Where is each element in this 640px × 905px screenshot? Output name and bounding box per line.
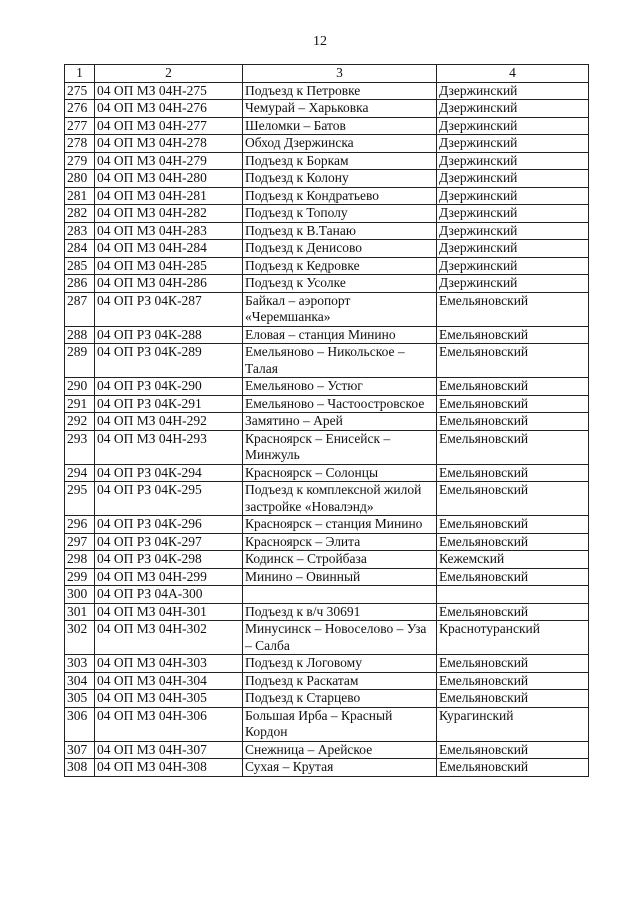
road-code: 04 ОП МЗ 04Н-280 xyxy=(95,170,243,188)
table-row xyxy=(65,395,589,413)
road-code: 04 ОП МЗ 04Н-305 xyxy=(95,690,243,708)
table-row xyxy=(65,672,589,690)
road-name: Подъезд к В.Танаю xyxy=(243,222,437,240)
road-name: Обход Дзержинска xyxy=(243,135,437,153)
district-name: Емельяновский xyxy=(437,344,589,378)
road-code: 04 ОП РЗ 04К-287 xyxy=(95,292,243,326)
road-name: Подъезд к Тополу xyxy=(243,205,437,223)
table-row xyxy=(65,568,589,586)
row-number: 306 xyxy=(65,707,95,741)
road-name: Чемурай – Харьковка xyxy=(243,100,437,118)
table-row xyxy=(65,326,589,344)
district-name: Емельяновский xyxy=(437,672,589,690)
table-row xyxy=(65,292,589,326)
row-number: 289 xyxy=(65,344,95,378)
district-name: Емельяновский xyxy=(437,568,589,586)
road-code: 04 ОП РЗ 04К-291 xyxy=(95,395,243,413)
row-number: 303 xyxy=(65,655,95,673)
district-name xyxy=(437,586,589,604)
table-row xyxy=(65,240,589,258)
road-code: 04 ОП МЗ 04Н-277 xyxy=(95,117,243,135)
road-name: Подъезд к Колону xyxy=(243,170,437,188)
road-code: 04 ОП РЗ 04А-300 xyxy=(95,586,243,604)
district-name: Емельяновский xyxy=(437,430,589,464)
district-name: Емельяновский xyxy=(437,741,589,759)
row-number: 278 xyxy=(65,135,95,153)
table-row xyxy=(65,621,589,655)
table-row xyxy=(65,344,589,378)
district-name: Дзержинский xyxy=(437,117,589,135)
row-number: 304 xyxy=(65,672,95,690)
table-row xyxy=(65,551,589,569)
road-code: 04 ОП РЗ 04К-290 xyxy=(95,378,243,396)
district-name: Емельяновский xyxy=(437,690,589,708)
road-name: Красноярск – станция Минино xyxy=(243,516,437,534)
road-name xyxy=(243,586,437,604)
district-name: Емельяновский xyxy=(437,464,589,482)
district-name: Емельяновский xyxy=(437,378,589,396)
district-name: Дзержинский xyxy=(437,205,589,223)
district-name: Дзержинский xyxy=(437,240,589,258)
table-row xyxy=(65,586,589,604)
road-name: Минино – Овинный xyxy=(243,568,437,586)
table-row xyxy=(65,482,589,516)
table-row xyxy=(65,222,589,240)
district-name: Дзержинский xyxy=(437,222,589,240)
row-number: 285 xyxy=(65,257,95,275)
road-name: Красноярск – Енисейск – Минжуль xyxy=(243,430,437,464)
district-name: Дзержинский xyxy=(437,170,589,188)
district-name: Емельяновский xyxy=(437,326,589,344)
column-header-district: 4 xyxy=(437,65,589,83)
row-number: 307 xyxy=(65,741,95,759)
road-name: Емельяново – Никольское – Талая xyxy=(243,344,437,378)
district-name: Дзержинский xyxy=(437,82,589,100)
row-number: 293 xyxy=(65,430,95,464)
district-name: Емельяновский xyxy=(437,292,589,326)
table-row xyxy=(65,117,589,135)
row-number: 305 xyxy=(65,690,95,708)
road-code: 04 ОП МЗ 04Н-285 xyxy=(95,257,243,275)
row-number: 279 xyxy=(65,152,95,170)
road-code: 04 ОП МЗ 04Н-302 xyxy=(95,621,243,655)
road-name: Сухая – Крутая xyxy=(243,759,437,777)
road-name: Замятино – Арей xyxy=(243,413,437,431)
roads-table xyxy=(64,64,589,777)
row-number: 284 xyxy=(65,240,95,258)
road-code: 04 ОП МЗ 04Н-301 xyxy=(95,603,243,621)
district-name: Емельяновский xyxy=(437,516,589,534)
table-row xyxy=(65,100,589,118)
table-row xyxy=(65,707,589,741)
road-name: Подъезд к Боркам xyxy=(243,152,437,170)
road-code: 04 ОП РЗ 04К-297 xyxy=(95,533,243,551)
row-number: 299 xyxy=(65,568,95,586)
road-code: 04 ОП МЗ 04Н-281 xyxy=(95,187,243,205)
road-name: Подъезд к Раскатам xyxy=(243,672,437,690)
row-number: 287 xyxy=(65,292,95,326)
road-name: Большая Ирба – Красный Кордон xyxy=(243,707,437,741)
row-number: 286 xyxy=(65,275,95,293)
page-number: 12 xyxy=(313,34,327,49)
road-name: Красноярск – Солонцы xyxy=(243,464,437,482)
road-code: 04 ОП РЗ 04К-295 xyxy=(95,482,243,516)
table-row xyxy=(65,257,589,275)
road-code: 04 ОП РЗ 04К-296 xyxy=(95,516,243,534)
table-row xyxy=(65,603,589,621)
road-code: 04 ОП МЗ 04Н-303 xyxy=(95,655,243,673)
table-row xyxy=(65,464,589,482)
row-number: 277 xyxy=(65,117,95,135)
district-name: Дзержинский xyxy=(437,257,589,275)
table-row xyxy=(65,413,589,431)
table-row xyxy=(65,187,589,205)
row-number: 296 xyxy=(65,516,95,534)
road-code: 04 ОП МЗ 04Н-292 xyxy=(95,413,243,431)
road-name: Подъезд к в/ч 30691 xyxy=(243,603,437,621)
column-header-name: 3 xyxy=(243,65,437,83)
row-number: 300 xyxy=(65,586,95,604)
district-name: Емельяновский xyxy=(437,533,589,551)
district-name: Курагинский xyxy=(437,707,589,741)
column-header-code: 2 xyxy=(95,65,243,83)
road-code: 04 ОП МЗ 04Н-278 xyxy=(95,135,243,153)
row-number: 297 xyxy=(65,533,95,551)
district-name: Краснотуранский xyxy=(437,621,589,655)
road-name: Снежница – Арейское xyxy=(243,741,437,759)
road-code: 04 ОП РЗ 04К-298 xyxy=(95,551,243,569)
row-number: 301 xyxy=(65,603,95,621)
table-row xyxy=(65,533,589,551)
table-row xyxy=(65,275,589,293)
road-code: 04 ОП МЗ 04Н-279 xyxy=(95,152,243,170)
row-number: 292 xyxy=(65,413,95,431)
district-name: Емельяновский xyxy=(437,482,589,516)
table-row xyxy=(65,135,589,153)
road-name: Подъезд к Кедровке xyxy=(243,257,437,275)
table-row xyxy=(65,170,589,188)
row-number: 294 xyxy=(65,464,95,482)
road-name: Минусинск – Новоселово – Уза – Салба xyxy=(243,621,437,655)
road-code: 04 ОП МЗ 04Н-308 xyxy=(95,759,243,777)
table-row xyxy=(65,690,589,708)
road-name: Подъезд к Кондратьево xyxy=(243,187,437,205)
row-number: 291 xyxy=(65,395,95,413)
district-name: Емельяновский xyxy=(437,759,589,777)
row-number: 288 xyxy=(65,326,95,344)
road-code: 04 ОП МЗ 04Н-307 xyxy=(95,741,243,759)
road-code: 04 ОП РЗ 04К-288 xyxy=(95,326,243,344)
district-name: Дзержинский xyxy=(437,187,589,205)
road-name: Подъезд к Старцево xyxy=(243,690,437,708)
road-name: Подъезд к Денисово xyxy=(243,240,437,258)
table-row xyxy=(65,82,589,100)
row-number: 283 xyxy=(65,222,95,240)
district-name: Дзержинский xyxy=(437,135,589,153)
row-number: 298 xyxy=(65,551,95,569)
road-code: 04 ОП МЗ 04Н-283 xyxy=(95,222,243,240)
row-number: 308 xyxy=(65,759,95,777)
road-code: 04 ОП РЗ 04К-289 xyxy=(95,344,243,378)
district-name: Дзержинский xyxy=(437,152,589,170)
row-number: 275 xyxy=(65,82,95,100)
road-code: 04 ОП МЗ 04Н-284 xyxy=(95,240,243,258)
table-row xyxy=(65,759,589,777)
district-name: Емельяновский xyxy=(437,413,589,431)
road-name: Кодинск – Стройбаза xyxy=(243,551,437,569)
table-row xyxy=(65,516,589,534)
column-header-number: 1 xyxy=(65,65,95,83)
table-row xyxy=(65,430,589,464)
road-code: 04 ОП МЗ 04Н-304 xyxy=(95,672,243,690)
district-name: Дзержинский xyxy=(437,275,589,293)
road-code: 04 ОП МЗ 04Н-286 xyxy=(95,275,243,293)
table-header-row xyxy=(65,65,589,83)
table-row xyxy=(65,655,589,673)
road-code: 04 ОП МЗ 04Н-293 xyxy=(95,430,243,464)
road-name: Подъезд к Усолке xyxy=(243,275,437,293)
row-number: 280 xyxy=(65,170,95,188)
road-code: 04 ОП МЗ 04Н-299 xyxy=(95,568,243,586)
table-row xyxy=(65,741,589,759)
road-code: 04 ОП МЗ 04Н-275 xyxy=(95,82,243,100)
row-number: 302 xyxy=(65,621,95,655)
district-name: Емельяновский xyxy=(437,395,589,413)
road-name: Подъезд к Логовому xyxy=(243,655,437,673)
road-code: 04 ОП МЗ 04Н-282 xyxy=(95,205,243,223)
table-row xyxy=(65,152,589,170)
district-name: Дзержинский xyxy=(437,100,589,118)
table-row xyxy=(65,378,589,396)
road-name: Шеломки – Батов xyxy=(243,117,437,135)
row-number: 282 xyxy=(65,205,95,223)
table-body xyxy=(65,82,589,776)
district-name: Кежемский xyxy=(437,551,589,569)
road-name: Красноярск – Элита xyxy=(243,533,437,551)
road-name: Байкал – аэропорт «Черемшанка» xyxy=(243,292,437,326)
row-number: 290 xyxy=(65,378,95,396)
road-name: Еловая – станция Минино xyxy=(243,326,437,344)
row-number: 276 xyxy=(65,100,95,118)
district-name: Емельяновский xyxy=(437,655,589,673)
row-number: 281 xyxy=(65,187,95,205)
road-code: 04 ОП МЗ 04Н-276 xyxy=(95,100,243,118)
district-name: Емельяновский xyxy=(437,603,589,621)
road-name: Подъезд к Петровке xyxy=(243,82,437,100)
road-code: 04 ОП РЗ 04К-294 xyxy=(95,464,243,482)
row-number: 295 xyxy=(65,482,95,516)
road-code: 04 ОП МЗ 04Н-306 xyxy=(95,707,243,741)
road-name: Подъезд к комплексной жилой застройке «Новалэнд» xyxy=(243,482,437,516)
road-name: Емельяново – Устюг xyxy=(243,378,437,396)
road-name: Емельяново – Частоостровское xyxy=(243,395,437,413)
table-row xyxy=(65,205,589,223)
